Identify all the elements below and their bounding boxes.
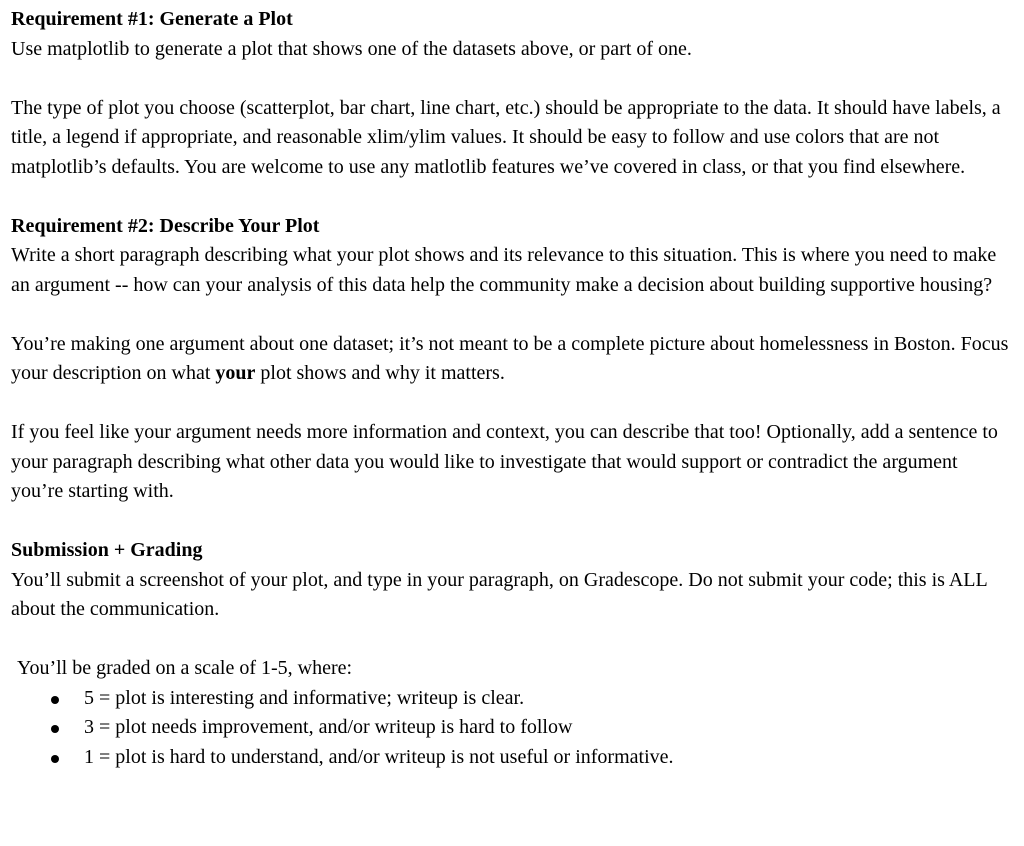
requirement-2-paragraph-3: If you feel like your argument needs more information and context, you can describe that too! Optionally, add a sentence to your paragraph describing what other data you would like to investigate that would support or contradict the argument you’re starting with.	[11, 421, 998, 502]
grading-criteria-list	[11, 684, 1011, 773]
bullet-icon	[51, 755, 59, 763]
requirement-2-paragraph-2-start: You’re making one argument about one dataset; it’s not meant to be a complete picture about homelessness in Boston. Focus your description on what	[11, 332, 1009, 384]
requirement-2-heading: Requirement #2: Describe Your Plot	[11, 214, 320, 237]
submission-section	[11, 536, 1011, 772]
submission-paragraph: You’ll submit a screenshot of your plot, and type in your paragraph, on Gradescope. Do not submit your code; this is ALL about the communication.	[11, 568, 987, 620]
requirement-2-paragraph-2	[11, 330, 1011, 389]
grading-criterion-text: 5 = plot is interesting and informative; writeup is clear.	[84, 686, 525, 709]
requirement-1-details: The type of plot you choose (scatterplot, bar chart, line chart, etc.) should be appropriate to the data. It should have labels, a title, a legend if appropriate, and reasonable xlim/ylim values. It should be easy to follow and use colors that are not matplotlib’s defaults. You are welcome to use any matlotlib features we’ve covered in class, or that you find elsewhere.	[11, 96, 1001, 178]
bullet-icon	[51, 696, 59, 704]
grading-scale-intro: You’ll be graded on a scale of 1-5, where:	[17, 657, 353, 679]
requirement-2-emphasis: your	[215, 362, 256, 384]
assignment-document	[11, 5, 1011, 772]
grading-criterion-1	[11, 743, 1011, 773]
grading-criterion-3	[11, 713, 1011, 743]
submission-heading: Submission + Grading	[11, 539, 203, 561]
bullet-icon	[51, 725, 59, 733]
requirement-2-paragraph-1: Write a short paragraph describing what your plot shows and its relevance to this situation. This is where you need to make an argument -- how can your analysis of this data help the community make a decision about building supportive housing?	[11, 244, 997, 296]
requirement-2-section	[11, 212, 1011, 507]
grading-criterion-text: 1 = plot is hard to understand, and/or writeup is not useful or informative.	[84, 745, 674, 768]
requirement-1-summary: Use matplotlib to generate a plot that shows one of the datasets above, or part of one.	[11, 37, 692, 60]
requirement-1-heading: Requirement #1: Generate a Plot	[11, 8, 293, 30]
grading-criterion-text: 3 = plot needs improvement, and/or writeup is hard to follow	[84, 716, 573, 738]
requirement-1-section	[11, 5, 1011, 182]
grading-criterion-5	[11, 684, 1011, 714]
requirement-2-paragraph-2-end: plot shows and why it matters.	[255, 362, 505, 384]
